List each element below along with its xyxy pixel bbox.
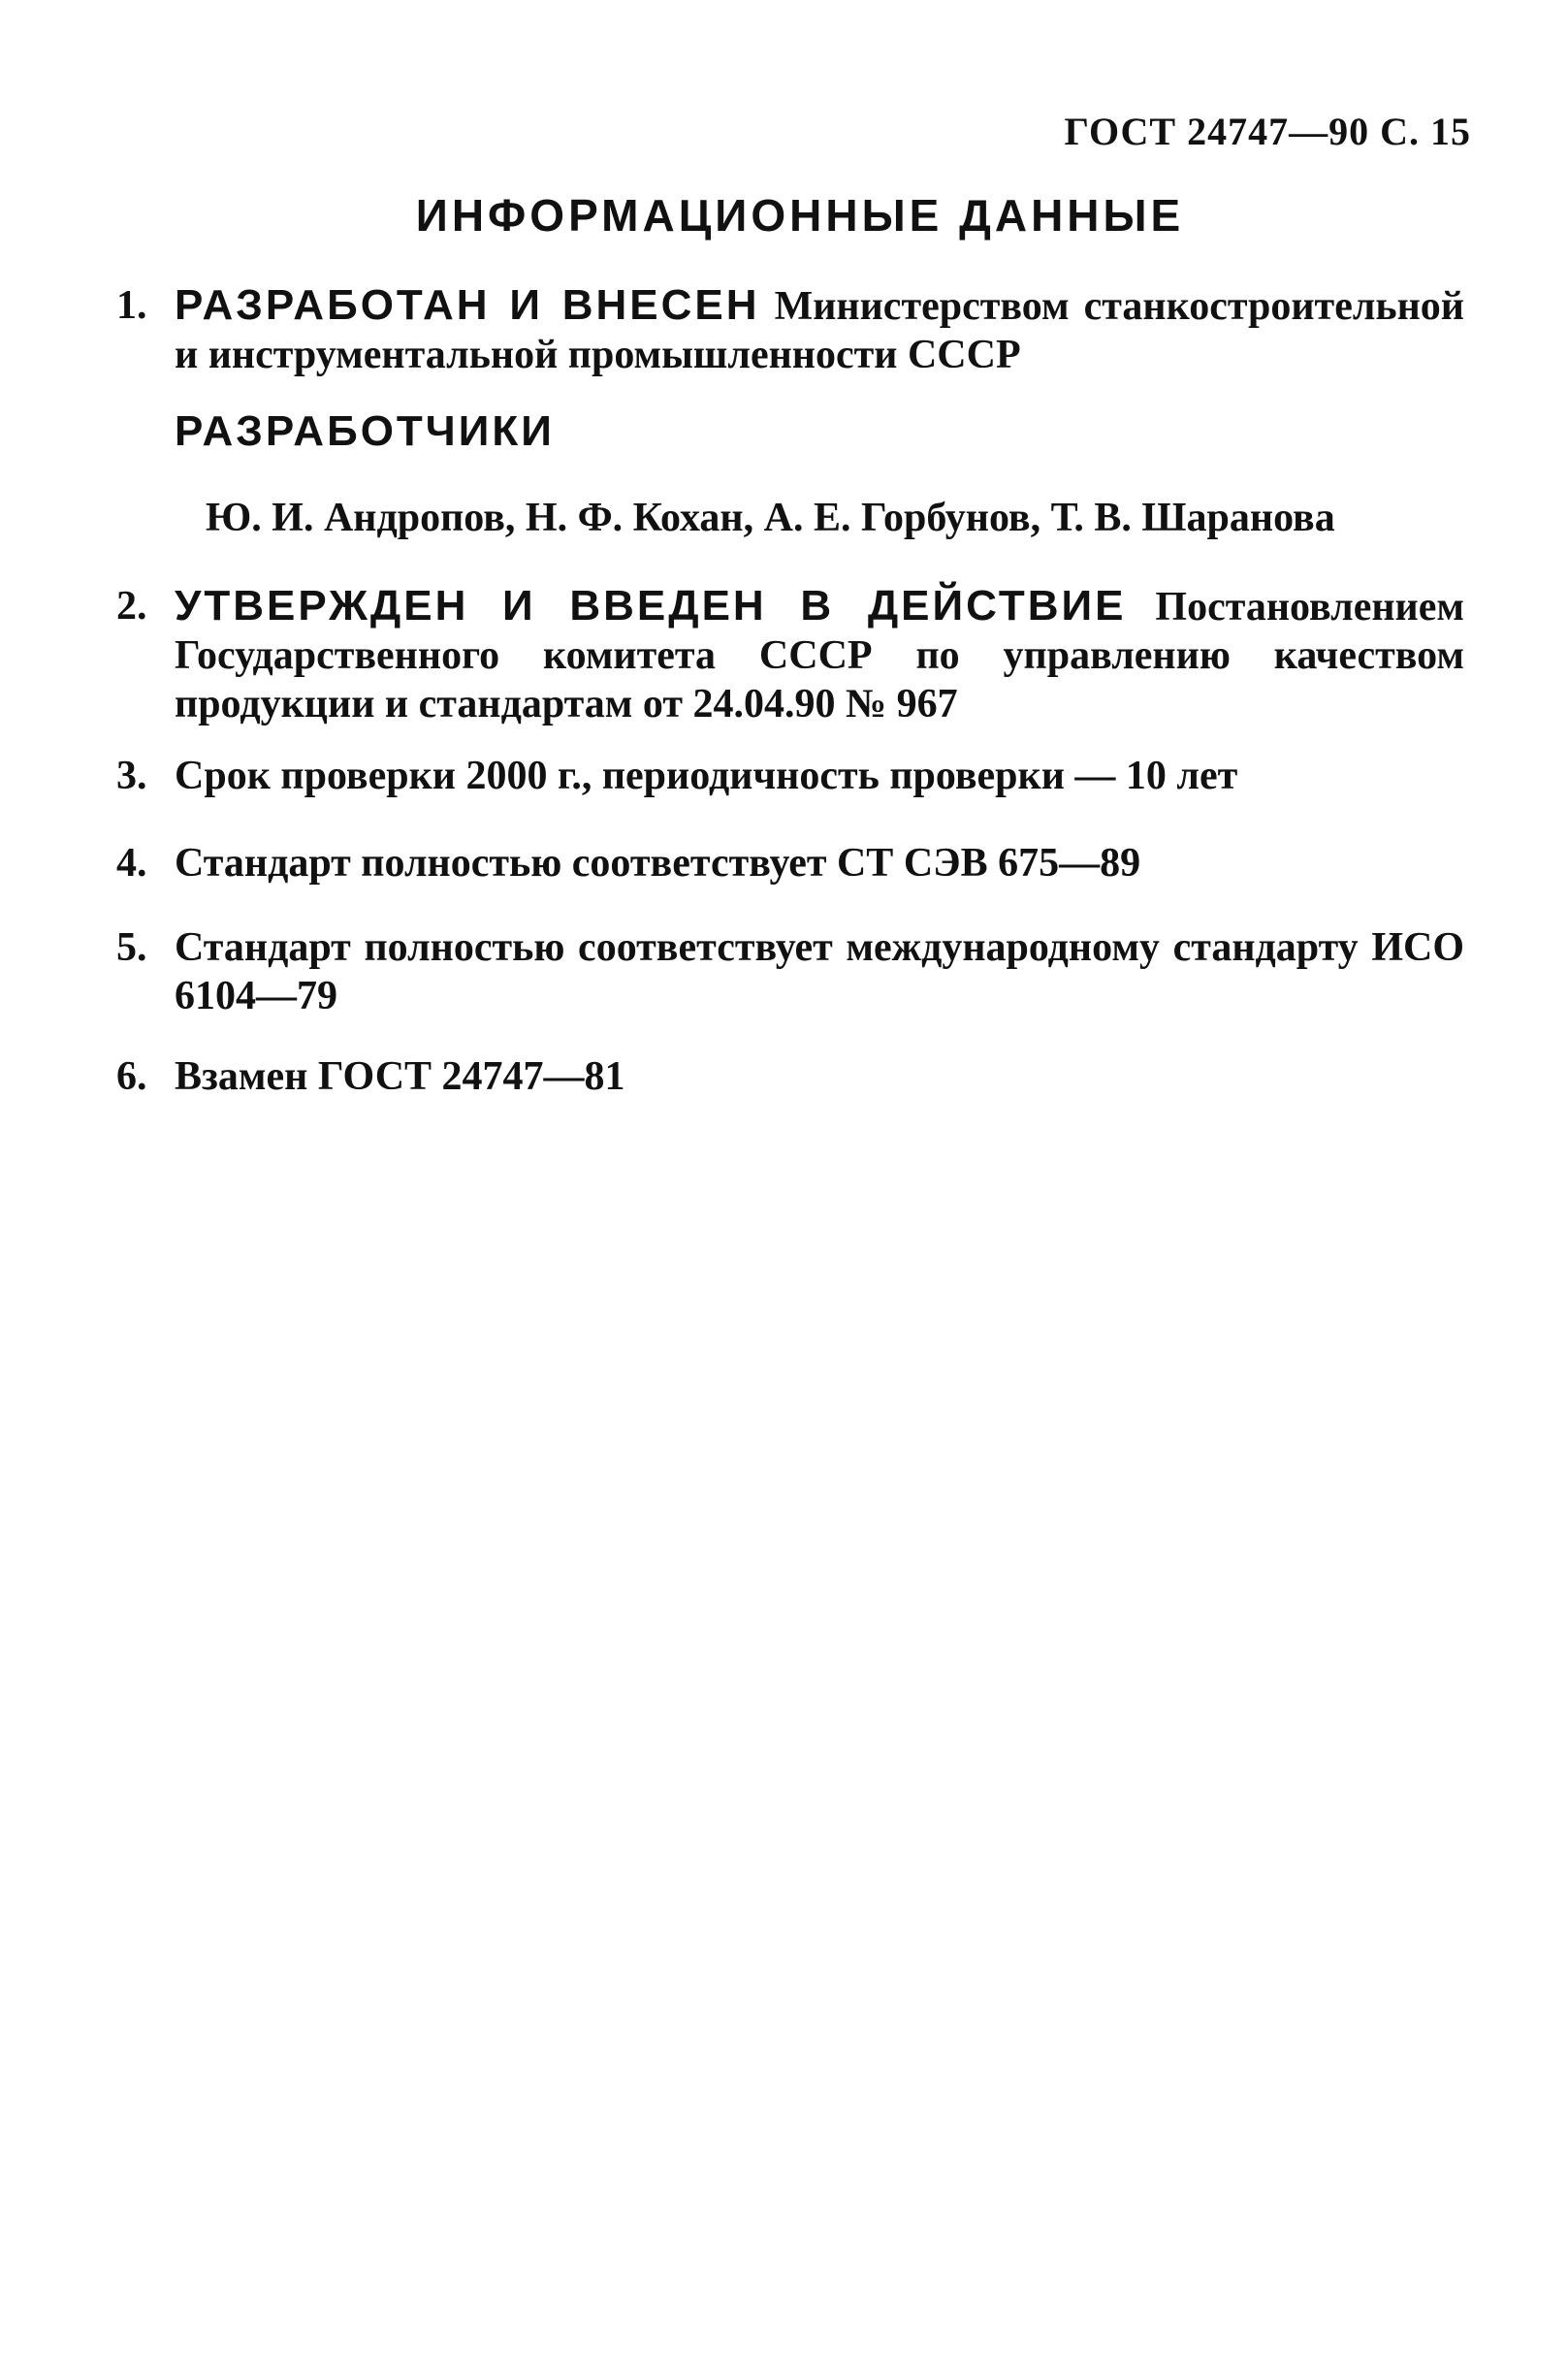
developers-names: Ю. И. Андропов, Н. Ф. Кохан, А. Е. Горбунов, Т. В. Шаранова (206, 496, 1335, 540)
item-text: Стандарт полностью соответствует СТ СЭВ 675—89 (175, 841, 1141, 886)
list-item-3 (116, 752, 1464, 800)
item-body (175, 281, 1464, 379)
item-number: 4. (116, 841, 147, 886)
page-title: ИНФОРМАЦИОННЫЕ ДАННЫЕ (415, 190, 1185, 241)
item-body (175, 923, 1464, 1020)
item-lead: УТВЕРЖДЕН И ВВЕДЕН В ДЕЙСТВИЕ (175, 582, 1127, 629)
item-number: 3. (116, 754, 147, 798)
page-reference: ГОСТ 24747—90 С. 15 (1064, 110, 1471, 153)
list-item-5 (116, 923, 1464, 1020)
item-body (175, 839, 1464, 887)
list-item-6 (116, 1052, 1464, 1101)
item-body (175, 582, 1464, 728)
developers-label: РАЗРАБОТЧИКИ (175, 407, 555, 455)
item-body (175, 752, 1464, 800)
item-text: Постановлением Государственного комитета СССР по управлению качеством продукции и стандартам от 24.04.90 № 967 (175, 585, 1464, 726)
item-body (175, 1052, 1464, 1101)
item-number: 5. (116, 925, 147, 970)
list-item-2 (116, 582, 1464, 728)
item-text: Стандарт полностью соответствует международному стандарту ИСО 6104—79 (175, 925, 1464, 1018)
list-item-4 (116, 839, 1464, 887)
item-number: 6. (116, 1054, 147, 1099)
item-text: Взамен ГОСТ 24747—81 (175, 1054, 625, 1099)
item-text: Срок проверки 2000 г., периодичность проверки — 10 лет (175, 754, 1238, 798)
item-number: 2. (116, 584, 147, 629)
item-lead: РАЗРАБОТАН И ВНЕСЕН (175, 281, 760, 329)
item-number: 1. (116, 283, 147, 328)
list-item-1 (116, 281, 1464, 379)
item-text: Министерством станкостроительной и инструментальной промышленности СССР (175, 284, 1465, 377)
